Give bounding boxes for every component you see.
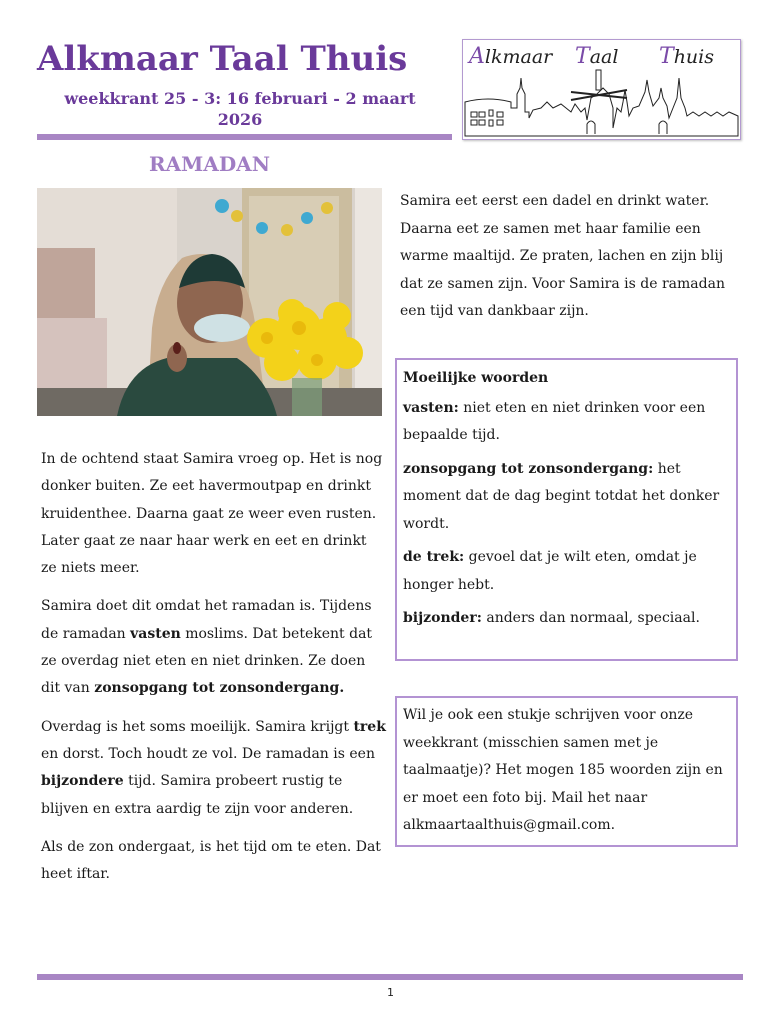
article-photo — [37, 188, 382, 416]
article-paragraph: Samira eet eerst een dadel en drinkt water. Daarna eet ze samen met haar familie een warme maaltijd. Ze praten, lachen en zijn blij dat ze samen zijn. Voor Samira is de ramadan een tijd van dankbaar zijn. — [400, 193, 725, 319]
footer-divider — [37, 974, 743, 980]
skyline-icon — [463, 68, 740, 138]
article-body-left — [41, 446, 386, 899]
article-paragraph: Samira doet dit omdat het ramadan is. Tijdens de ramadan vasten moslims. Dat betekent dat ze overdag niet eten en niet drinken. Ze doen dit van zonsopgang tot zonsondergang. — [41, 598, 373, 697]
page-number: 1 — [387, 986, 394, 999]
call-to-action-text: Wil je ook een stukje schrijven voor onze weekkrant (misschien samen met je taalmaatje)? Het mogen 185 woorden zijn en er moet een foto bij. Mail het naar alkmaartaalthuis@gmail.com. — [403, 707, 723, 833]
article-paragraph: Als de zon ondergaat, is het tijd om te eten. Dat heet iftar. — [41, 838, 381, 883]
call-to-action-box — [395, 696, 738, 847]
logo-word-alkmaar: Alkmaar — [469, 44, 553, 69]
article-body-right — [400, 188, 740, 326]
word-definition: vasten: niet eten en niet drinken voor een bepaalde tijd. — [403, 399, 706, 443]
logo-word-taal: Taal — [575, 44, 619, 69]
article-title: RAMADAN — [149, 152, 270, 176]
word-definition: de trek: gevoel dat je wilt eten, omdat je honger hebt. — [403, 549, 697, 593]
difficult-words-title: Moeilijke woorden — [403, 370, 549, 386]
logo-word-thuis: Thuis — [659, 44, 714, 69]
header-divider — [37, 134, 452, 140]
word-definition: bijzonder: anders dan normaal, speciaal. — [403, 610, 700, 626]
newsletter-title: Alkmaar Taal Thuis — [37, 39, 408, 79]
word-definition: zonsopgang tot zonsondergang: het moment dat de dag begint totdat het donker wordt. — [403, 460, 720, 532]
article-paragraph: Overdag is het soms moeilijk. Samira krijgt trek en dorst. Toch houdt ze vol. De ramadan is een bijzondere tijd. Samira probeert rustig te blijven en extra aardig te zijn voor anderen. — [41, 718, 386, 817]
edition-subtitle: weekkrant 25 - 3: 16 februari - 2 maart 2026 — [64, 89, 416, 129]
article-paragraph: In de ochtend staat Samira vroeg op. Het is nog donker buiten. Ze eet havermoutpap en drinkt kruidenthee. Daarna gaat ze weer even rusten. Later gaat ze naar haar werk en eet en drinkt ze niets meer. — [41, 451, 383, 577]
difficult-words-box — [395, 358, 738, 661]
logo — [462, 39, 741, 140]
